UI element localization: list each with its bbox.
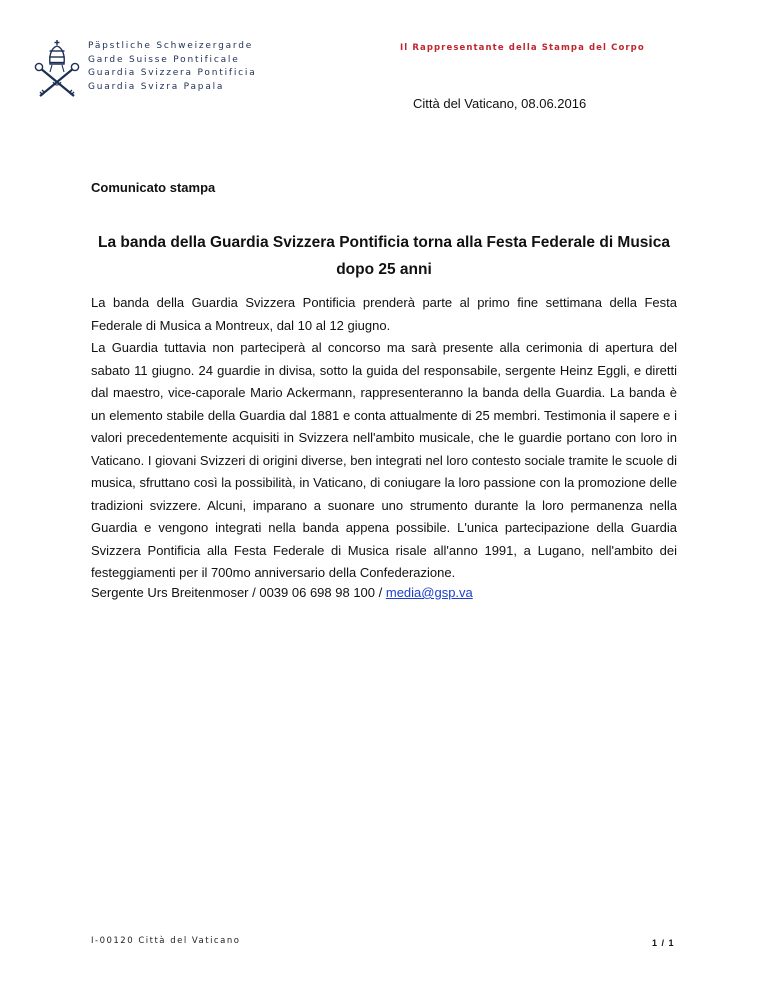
contact-email-link[interactable]: media@gsp.va [385,585,473,600]
guard-name-rm: Guardia Svizra Papala [88,81,225,92]
guard-names [88,40,257,94]
footer-address: I-00120 Città del Vaticano [91,936,241,946]
body-paragraph-intro: La banda della Guardia Svizzera Pontificia prenderà parte al primo fine settimana della Festa Federale di Musica a Montreux, dal 10 al 12 giugno. [91,295,677,333]
document-label: Comunicato stampa [91,180,216,195]
contact-text: Sergente Urs Breitenmoser / 0039 06 698 98 100 / [91,585,386,600]
contact-line [91,585,473,600]
body-paragraph-main: La Guardia tuttavia non parteciperà al concorso ma sarà presente alla cerimonia di apertura del sabato 11 giugno. 24 guardie in divisa, sotto la guida del responsabile, sergente Heinz Eggli, e diretti dal maestro, vice-caporale Mario Ackermann, rappresenteranno la banda della Guardia. La banda è un elemento stabile della Guardia dal 1881 e conta attualmente di 25 membri. Testimonia il sapere e i valori precedentemente acquisiti in Svizzera nell'ambito musicale, che le guardie portano con loro in Vaticano. I giovani Svizzeri di origini diverse, ben integrati nel loro contesto sociale tramite le scuole di musica, sfruttano così la possibilità, in Vaticano, di coniugare la loro passione con la promozione delle tradizioni svizzere. Alcuni, imparano a suonare uno strumento durante la loro permanenza nella Guardia e vengono integrati nella banda appena possibile. L'unica partecipazione della Guardia Svizzera Pontificia alla Festa Federale di Musica risale all'anno 1991, a Lugano, nell'ambito dei festeggiamenti per il 700mo anniversario della Confederazione. [91,340,677,580]
document-title-line-1: La banda della Guardia Svizzera Pontificia torna alla Festa Federale di Musica [98,234,670,251]
press-representative-title: Il Rappresentante della Stampa del Corpo [400,43,645,53]
document-body [91,292,677,585]
papal-keys-tiara-emblem-icon [34,38,80,100]
guard-name-it: Guardia Svizzera Pontificia [88,68,257,78]
page-number: 1 / 1 [652,938,675,948]
document-title-line-2: dopo 25 anni [336,261,432,278]
guard-name-fr: Garde Suisse Pontificale [88,54,240,65]
document-date: Città del Vaticano, 08.06.2016 [413,96,587,111]
guard-name-de: Päpstliche Schweizergarde [88,41,254,51]
